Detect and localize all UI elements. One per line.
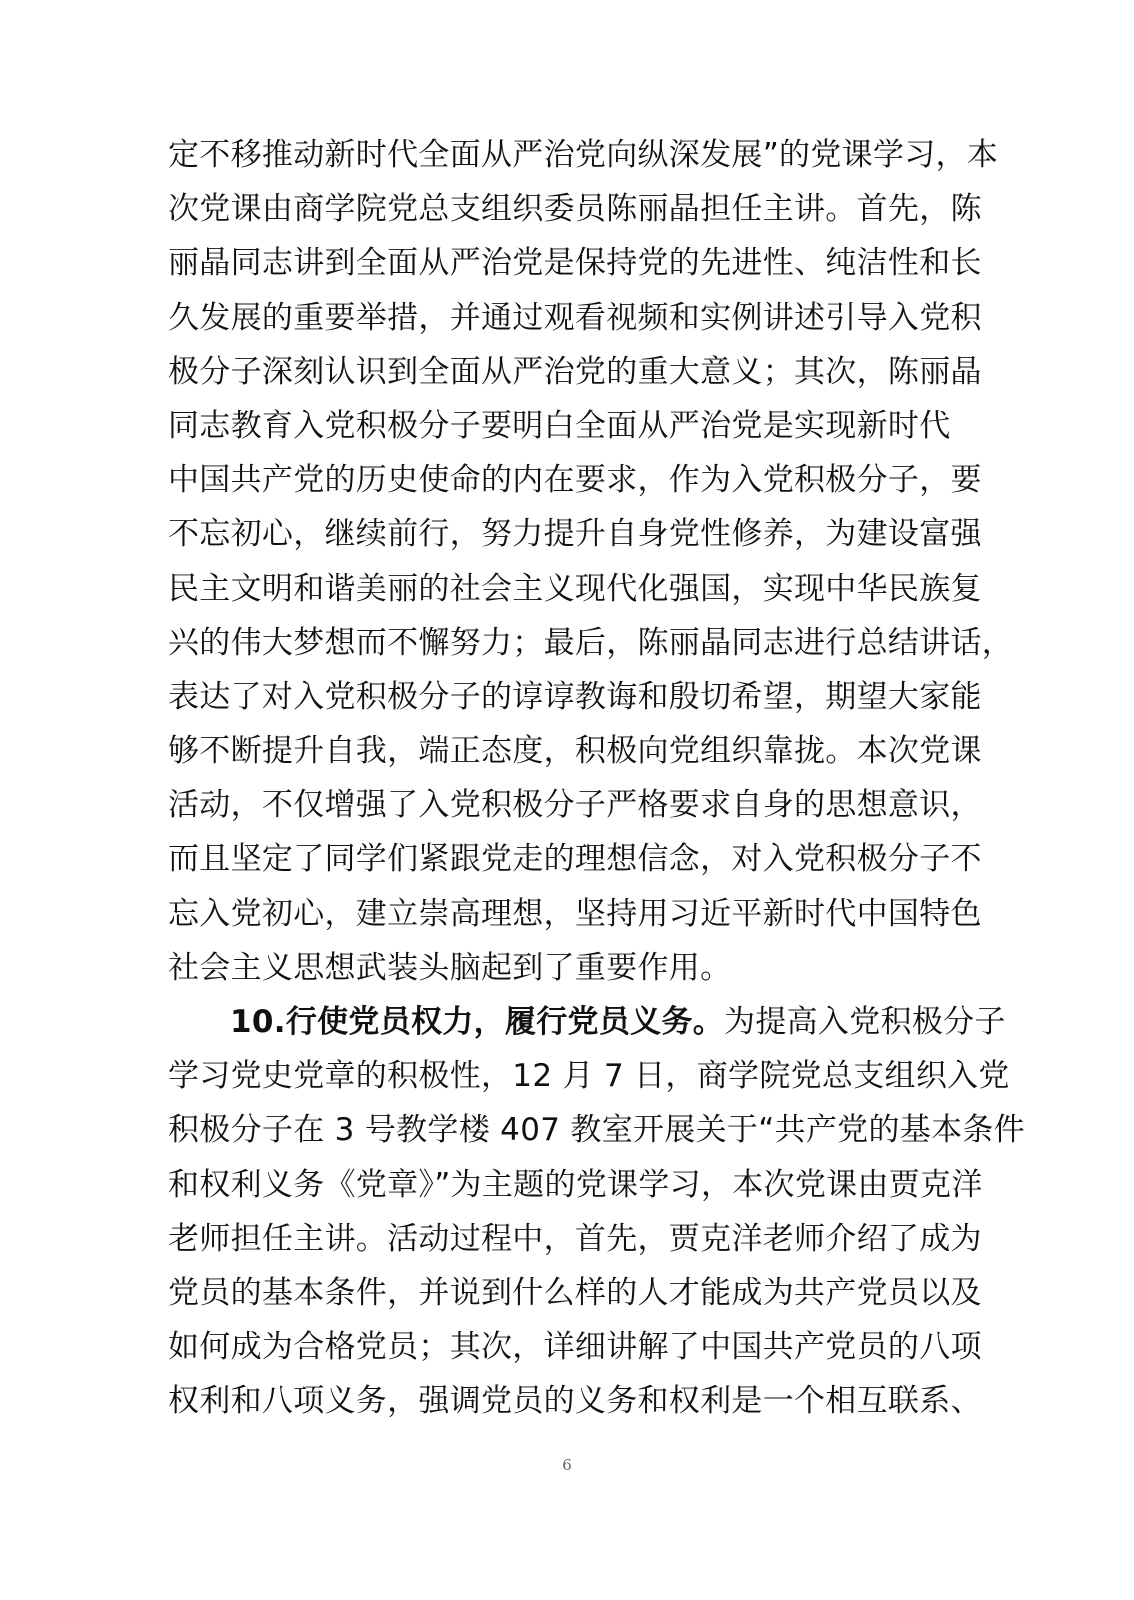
- text-line: 久发展的重要举措，并通过观看视频和实例讲述引导入党积: [168, 299, 982, 336]
- body-text: [168, 128, 1025, 1429]
- text-line: 如何成为合格党员；其次，详细讲解了中国共产党员的八项: [168, 1329, 982, 1366]
- text-line: 党员的基本条件，并说到什么样的人才能成为共产党员以及: [168, 1274, 982, 1311]
- text-line: 次党课由商学院党总支组织委员陈丽晶担任主讲。首先，陈: [168, 191, 982, 228]
- text-line: 同志教育入党积极分子要明白全面从严治党是实现新时代: [168, 407, 951, 444]
- section-heading: 10.行使党员权力，履行党员义务。: [230, 1004, 725, 1040]
- page-number: 6: [562, 1456, 572, 1474]
- text-line: 不忘初心，继续前行，努力提升自身党性修养，为建设富强: [168, 516, 982, 553]
- text-line: 活动，不仅增强了入党积极分子严格要求自身的思想意识，: [168, 787, 982, 824]
- text-line: 定不移推动新时代全面从严治党向纵深发展”的党课学习，本: [168, 137, 999, 173]
- text-line: 忘入党初心，建立崇高理想，坚持用习近平新时代中国特色: [168, 895, 982, 932]
- text-line: 够不断提升自我，端正态度，积极向党组织靠拢。本次党课: [168, 733, 982, 770]
- text-line: 兴的伟大梦想而不懈努力；最后，陈丽晶同志进行总结讲话，: [168, 624, 1014, 661]
- text-line: 民主文明和谐美丽的社会主义现代化强国，实现中华民族复: [168, 570, 982, 607]
- text-line: 学习党史党章的积极性，12 月 7 日，商学院党总支组织入党: [168, 1058, 1010, 1095]
- section-first-line: [168, 995, 1006, 1049]
- text-line: 极分子深刻认识到全面从严治党的重大意义；其次，陈丽晶: [168, 353, 982, 390]
- text-line: 权利和八项义务，强调党员的义务和权利是一个相互联系、: [168, 1383, 982, 1420]
- text-line: 表达了对入党积极分子的谆谆教诲和殷切希望，期望大家能: [168, 678, 982, 715]
- text-line: 社会主义思想武装头脑起到了重要作用。: [168, 949, 732, 986]
- text-line: 和权利义务《党章》”为主题的党课学习，本次党课由贾克洋: [168, 1166, 983, 1203]
- text-line: 丽晶同志讲到全面从严治党是保持党的先进性、纯洁性和长: [168, 245, 982, 282]
- text-line: 老师担任主讲。活动过程中，首先，贾克洋老师介绍了成为: [168, 1220, 982, 1257]
- text-line: 而且坚定了同学们紧跟党走的理想信念，对入党积极分子不: [168, 841, 982, 878]
- text-line: 中国共产党的历史使命的内在要求，作为入党积极分子，要: [168, 462, 982, 499]
- text-line: 积极分子在 3 号教学楼 407 教室开展关于“共产党的基本条件: [168, 1112, 1025, 1149]
- section-first-line-text: 为提高入党积极分子: [724, 1004, 1006, 1040]
